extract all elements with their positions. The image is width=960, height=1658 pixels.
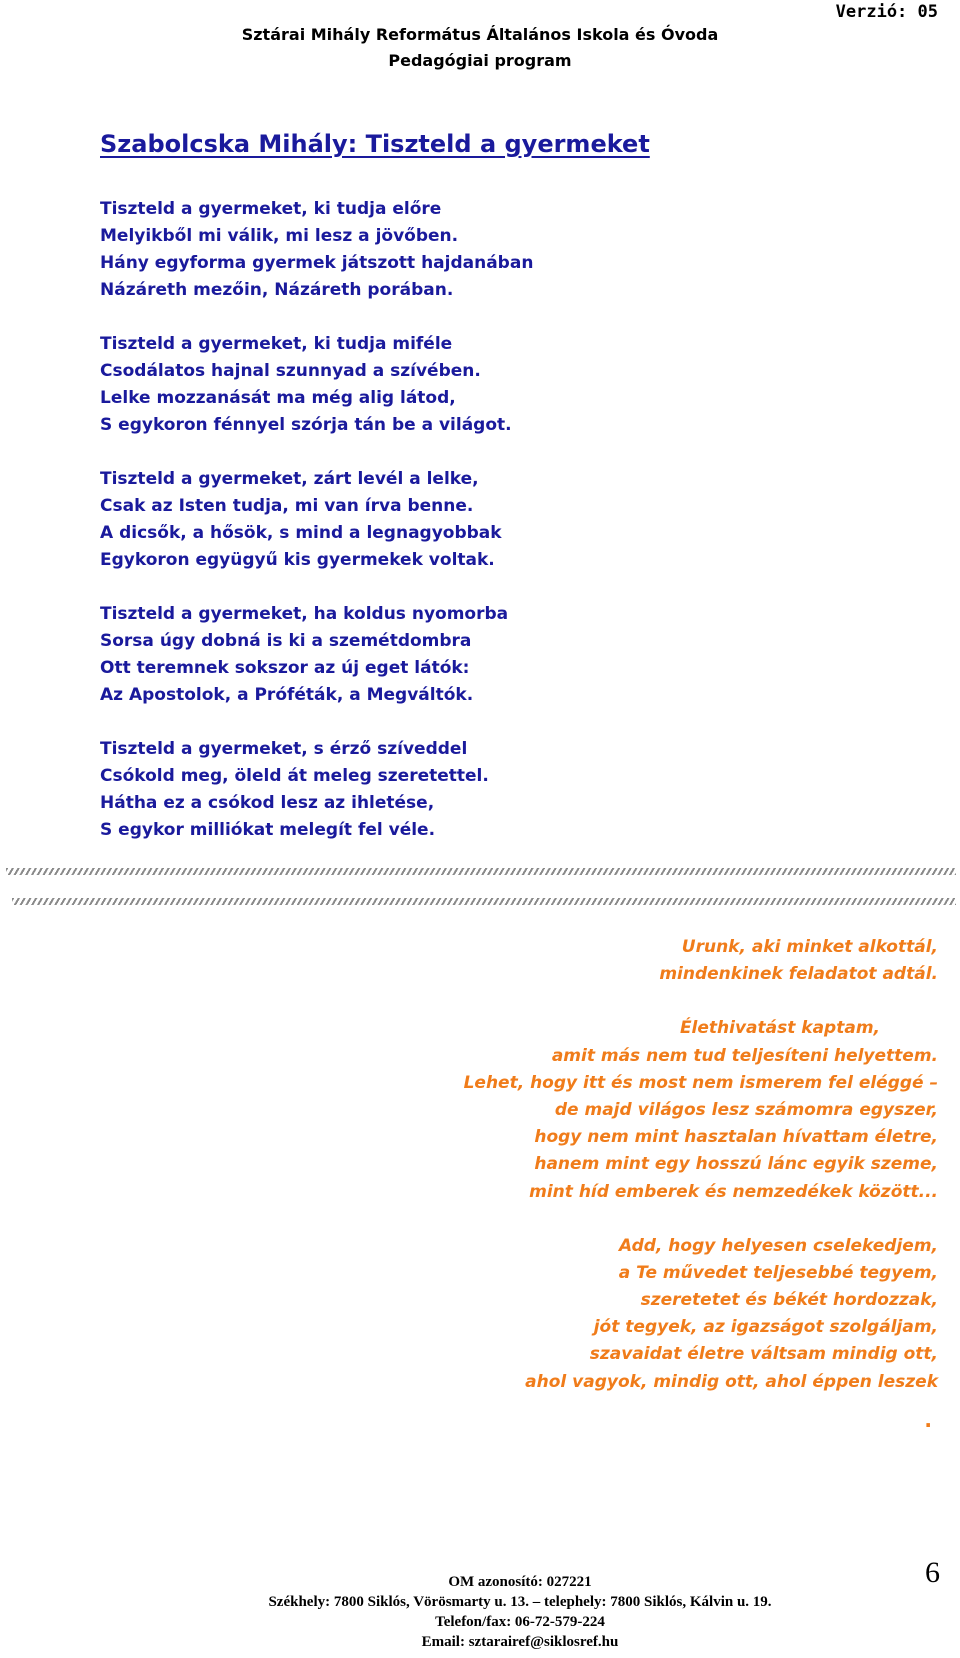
prayer-line: mint híd emberek és nemzedékek között... [529,1181,938,1202]
poem-line: Melyikből mi válik, mi lesz a jövőben. [100,226,459,246]
prayer-line: jót tegyek, az igazságot szolgáljam, [593,1317,938,1338]
poem-stanza [100,196,820,304]
poem-line: S egykoron fénnyel szórja tán be a világot. [100,415,512,435]
poem-line: Egykoron együgyű kis gyermekek voltak. [100,550,495,570]
prayer-line: Urunk, aki minket alkottál, [681,937,938,957]
page-footer [0,1572,960,1652]
document-name: Pedagógiai program [388,51,572,70]
address: Székhely: 7800 Siklós, Vörösmarty u. 13. – telephely: 7800 Siklós, Kálvin u. 19. [268,1594,772,1610]
page-header [0,22,960,74]
poem-stanza [100,331,820,439]
poem-line: Tiszteld a gyermeket, ki tudja miféle [100,334,453,354]
poem-line: Csodálatos hajnal szunnyad a szívében. [100,361,481,381]
poem-stanza [100,466,820,574]
school-name: Sztárai Mihály Református Általános Iskola és Óvoda [241,25,719,44]
prayer-line: a Te művedet teljesebbé tegyem, [618,1262,938,1283]
prayer-line: Élethivatást kaptam, [679,1018,880,1039]
prayer-line: hogy nem mint hasztalan hívattam életre, [534,1127,938,1148]
poem-line: Lelke mozzanását ma még alig látod, [100,388,456,408]
poem-stanza [100,601,820,709]
poem-line: Názáreth mezőin, Názáreth porában. [100,280,454,300]
prayer-stanza [418,1233,938,1396]
prayer-line: szavaidat életre váltsam mindig ott, [589,1344,938,1365]
poem-line: Sorsa úgy dobná is ki a szemétdombra [100,631,472,651]
page-number: 6 [925,1556,940,1589]
phone: Telefon/fax: 06-72-579-224 [435,1614,605,1630]
prayer [418,934,938,1423]
decorative-divider [12,898,956,905]
prayer-line: amit más nem tud teljesíteni helyettem. [551,1045,938,1066]
poem-line: Tiszteld a gyermeket, ha koldus nyomorba [100,604,509,624]
prayer-line: mindenkinek feladatot adtál. [659,964,938,985]
poem-line: S egykor milliókat melegít fel véle. [100,820,436,840]
prayer-line: szeretetet és békét hordozzak, [640,1290,938,1311]
prayer-stanza [418,934,938,988]
poem-title: Szabolcska Mihály: Tiszteld a gyermeket [100,130,650,158]
poem-line: Tiszteld a gyermeket, s érző szíveddel [100,739,468,759]
poem-line: Hátha ez a csókod lesz az ihletése, [100,793,435,813]
poem-line: Ott teremnek sokszor az új eget látók: [100,658,470,678]
prayer-line: Lehet, hogy itt és most nem ismerem fel eléggé – [463,1072,938,1093]
prayer-end-dot: . [924,1408,932,1432]
prayer-stanza [418,1015,938,1205]
poem-line: A dicsők, a hősök, s mind a legnagyobbak [100,523,502,543]
decorative-divider [6,868,956,875]
poem-line: Csak az Isten tudja, mi van írva benne. [100,496,474,516]
poem-stanza [100,736,820,844]
poem-line: Tiszteld a gyermeket, zárt levél a lelke, [100,469,479,489]
om-id: OM azonosító: 027221 [448,1574,592,1590]
poem-line: Csókold meg, öleld át meleg szeretettel. [100,766,489,786]
prayer-line: hanem mint egy hosszú lánc egyik szeme, [534,1154,938,1175]
email: Email: sztarairef@siklosref.hu [421,1634,619,1650]
version-label: Verzió: 05 [835,2,938,22]
prayer-line: ahol vagyok, mindig ott, ahol éppen leszek [525,1371,938,1392]
poem-line: Hány egyforma gyermek játszott hajdanában [100,253,534,273]
poem-line: Tiszteld a gyermeket, ki tudja előre [100,199,442,219]
prayer-line: de majd világos lesz számomra egyszer, [554,1099,938,1120]
poem-line: Az Apostolok, a Próféták, a Megváltók. [100,685,474,705]
poem [100,196,820,871]
prayer-line: Add, hogy helyesen cselekedjem, [618,1235,938,1256]
